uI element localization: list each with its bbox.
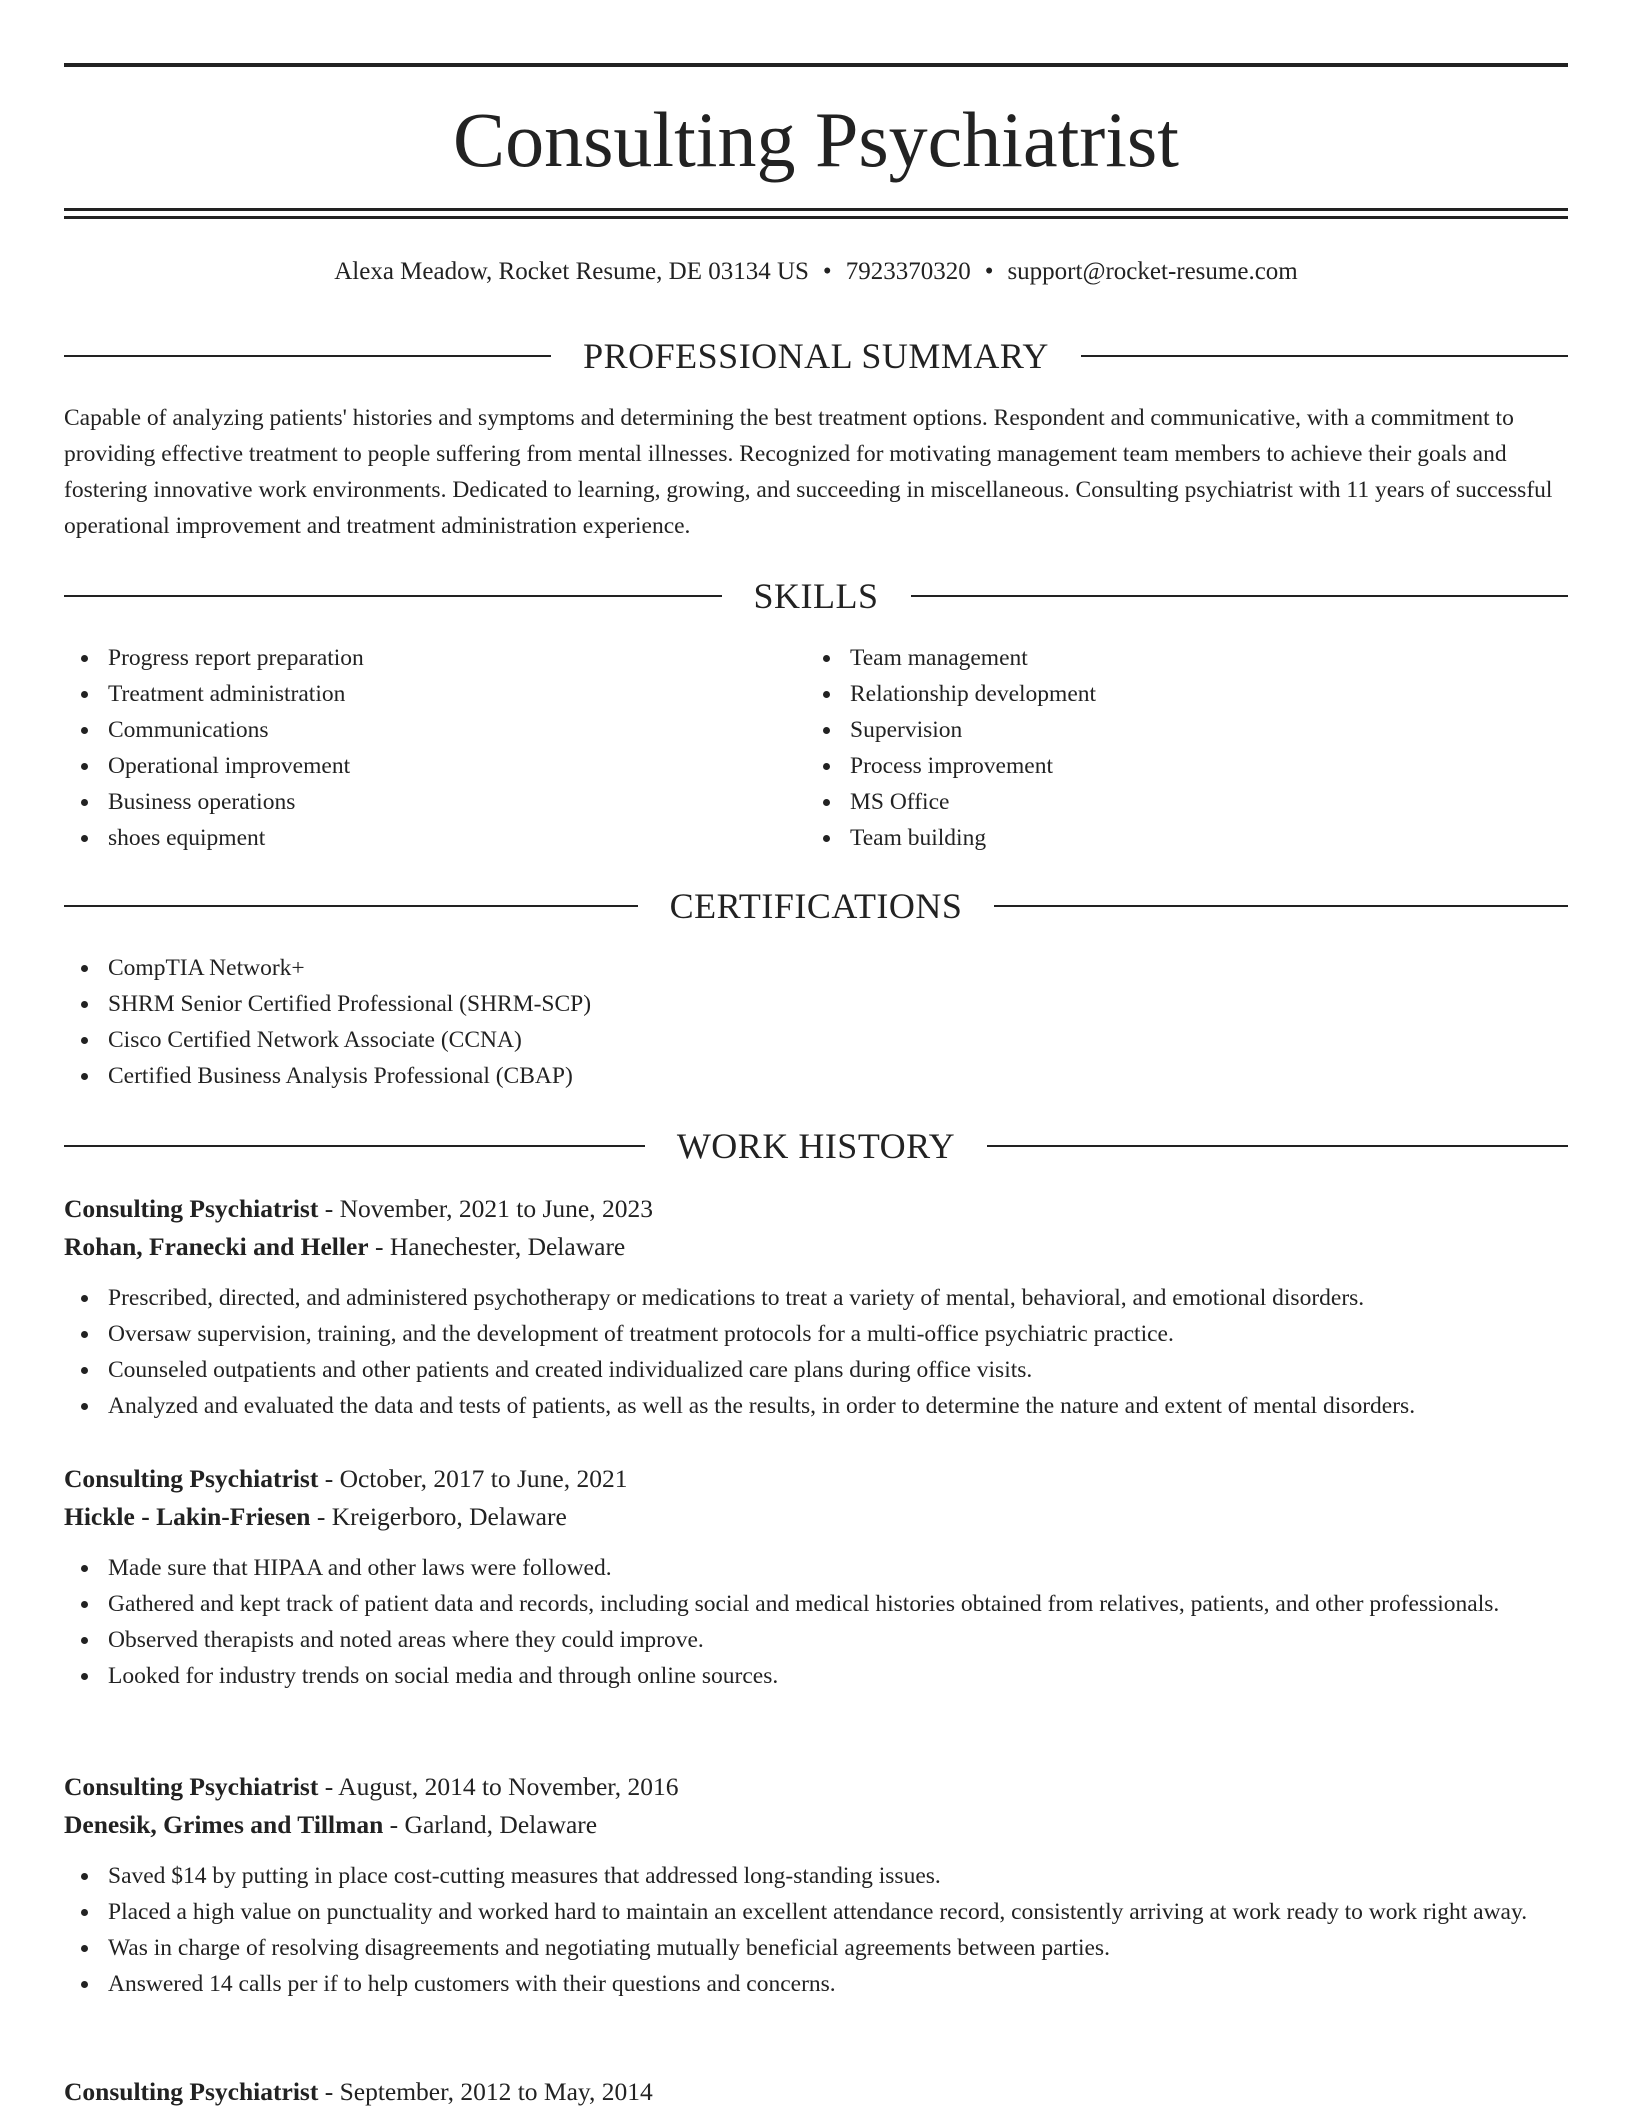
job-company: Denesik, Grimes and Tillman [64,1810,384,1839]
skill-item: Process improvement [806,748,1506,784]
job-title-line [64,1768,1568,1806]
job-bullet: Placed a high value on punctuality and worked hard to maintain an excellent attendance record, consistently arriving at work ready to work right away. [64,1894,1568,1930]
job-entry [64,1768,1568,2002]
skill-item: MS Office [806,784,1506,820]
certifications-list [64,950,1464,1094]
job-title-line [64,2073,1568,2111]
skill-item: Relationship development [806,676,1506,712]
job-bullet: Oversaw supervision, training, and the development of treatment protocols for a multi-office psychiatric practice. [64,1316,1568,1352]
skills-list-left [64,640,764,856]
skill-item: Business operations [64,784,764,820]
heading-rule-right [911,595,1569,597]
job-company-line [64,1228,1568,1266]
job-bullet: Gathered and kept track of patient data and records, including social and medical histories obtained from relatives, patients, and other professionals. [64,1586,1568,1622]
heading-rule-left [64,1145,645,1147]
contact-separator: • [822,258,832,285]
job-company: Hickle - Lakin-Friesen [64,1502,311,1531]
top-rule [64,63,1568,67]
heading-rule-right [987,1145,1568,1147]
job-location: - Garland, Delaware [383,1810,598,1839]
section-title: WORK HISTORY [676,1126,956,1166]
contact-line [64,254,1568,290]
job-title: Consulting Psychiatrist [64,1464,319,1493]
job-bullets [64,1550,1568,1694]
certification-item: CompTIA Network+ [64,950,1464,986]
contact-email: support@rocket-resume.com [1007,258,1298,285]
job-location: - Hanechester, Delaware [368,1232,626,1261]
job-entry [64,1190,1568,1424]
job-entry [64,2073,1568,2111]
job-bullet: Looked for industry trends on social media and through online sources. [64,1658,1568,1694]
skill-item: Team building [806,820,1506,856]
title-double-rule-lower [64,216,1568,219]
title-double-rule-upper [64,208,1568,211]
section-title: CERTIFICATIONS [669,886,963,926]
job-dates: - November, 2021 to June, 2023 [318,1194,654,1223]
heading-rule-left [64,595,722,597]
job-bullet: Counseled outpatients and other patients and created individualized care plans during office visits. [64,1352,1568,1388]
skill-item: Team management [806,640,1506,676]
skills-list-right [806,640,1506,856]
certification-item: SHRM Senior Certified Professional (SHRM-SCP) [64,986,1464,1022]
job-bullet: Saved $14 by putting in place cost-cutting measures that addressed long-standing issues. [64,1858,1568,1894]
job-bullet: Made sure that HIPAA and other laws were followed. [64,1550,1568,1586]
skill-item: shoes equipment [64,820,764,856]
job-dates: - September, 2012 to May, 2014 [318,2077,653,2106]
job-bullet: Answered 14 calls per if to help customers with their questions and concerns. [64,1966,1568,2002]
job-entry [64,1460,1568,1694]
summary-text: Capable of analyzing patients' histories and symptoms and determining the best treatment options. Respondent and communicative, with a commitment to providing effective treatment to people suffering from mental illnesses. Recognized for motivating management team members to achieve their goals and fostering innovative work environments. Dedicated to learning, growing, and succeeding in miscellaneous. Consulting psychiatrist with 11 years of successful operational improvement and treatment administration experience. [64,405,1553,539]
certification-item: Cisco Certified Network Associate (CCNA) [64,1022,1464,1058]
job-company-line [64,1498,1568,1536]
job-dates: - October, 2017 to June, 2021 [318,1464,628,1493]
skill-item: Operational improvement [64,748,764,784]
section-heading-work-history [64,1124,1568,1168]
job-bullet: Was in charge of resolving disagreements and negotiating mutually beneficial agreements between parties. [64,1930,1568,1966]
job-bullet: Analyzed and evaluated the data and tests of patients, as well as the results, in order to determine the nature and extent of mental disorders. [64,1388,1568,1424]
section-heading-certifications [64,884,1568,928]
job-company: Rohan, Franecki and Heller [64,1232,369,1261]
job-title: Consulting Psychiatrist [64,1772,319,1801]
resume-title: Consulting Psychiatrist [453,96,1179,183]
job-title: Consulting Psychiatrist [64,1194,319,1223]
skill-item: Progress report preparation [64,640,764,676]
job-location: - Kreigerboro, Delaware [310,1502,567,1531]
job-bullets [64,1280,1568,1424]
heading-rule-right [994,905,1568,907]
section-title: PROFESSIONAL SUMMARY [583,336,1049,376]
job-bullet: Prescribed, directed, and administered psychotherapy or medications to treat a variety of mental, behavioral, and emotional disorders. [64,1280,1568,1316]
contact-phone: 7923370320 [845,258,971,285]
section-heading-summary [64,334,1568,378]
job-dates: - August, 2014 to November, 2016 [318,1772,679,1801]
job-title: Consulting Psychiatrist [64,2077,319,2106]
heading-rule-right [1081,355,1568,357]
contact-separator: • [984,258,994,285]
contact-address: Alexa Meadow, Rocket Resume, DE 03134 US [334,258,809,285]
heading-rule-left [64,905,638,907]
skill-item: Supervision [806,712,1506,748]
job-title-line [64,1190,1568,1228]
skill-item: Communications [64,712,764,748]
job-company-line [64,1806,1568,1844]
job-bullets [64,1858,1568,2002]
certification-item: Certified Business Analysis Professional (CBAP) [64,1058,1464,1094]
section-title: SKILLS [753,576,879,616]
job-bullet: Observed therapists and noted areas where they could improve. [64,1622,1568,1658]
job-title-line [64,1460,1568,1498]
skill-item: Treatment administration [64,676,764,712]
section-heading-skills [64,574,1568,618]
heading-rule-left [64,355,551,357]
